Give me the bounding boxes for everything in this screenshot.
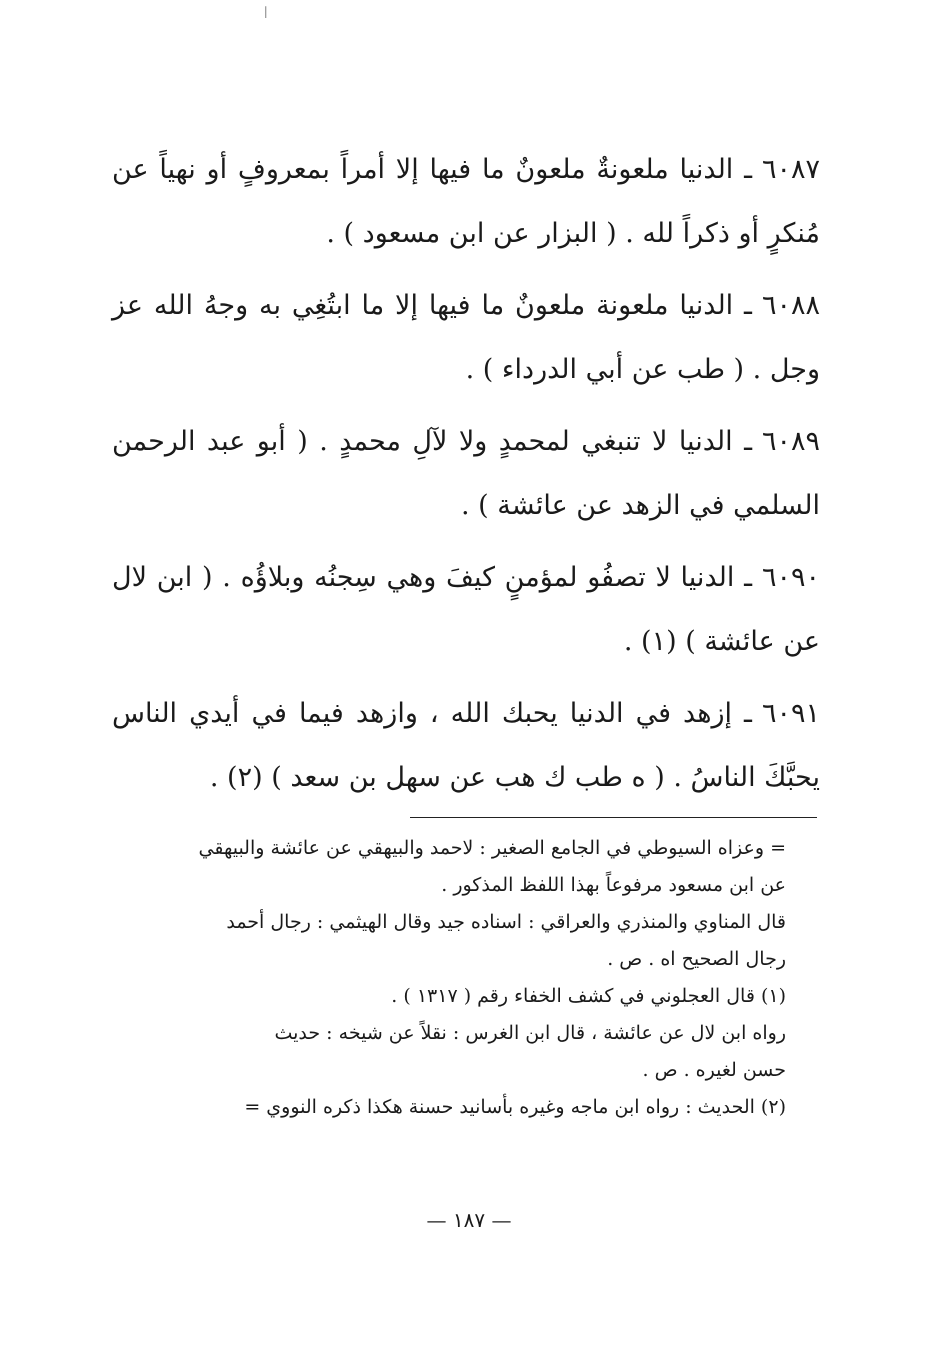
hadith-number: ٦٠٩١	[761, 698, 820, 729]
corner-mark: ׀	[263, 8, 269, 19]
hadith-text: ـ الدنيا لا تنبغي لمحمدٍ ولا لآلِ محمدٍ . ( أبو عبد الرحمن السلمي في الزهد عن عائشة ) .	[112, 426, 820, 521]
footnote-line: (١) قال العجلوني في كشف الخفاء رقم ( ١٣١٧ ) .	[391, 985, 786, 1007]
page-number: — ١٨٧ —	[426, 1208, 512, 1232]
footnote-line: (٢) الحديث : رواه ابن ماجه وغيره بأسانيد حسنة هكذا ذكره النووي =	[244, 1096, 786, 1118]
hadith-6091	[112, 682, 820, 810]
hadith-number: ٦٠٨٨	[761, 290, 820, 321]
hadith-list	[112, 138, 820, 818]
footnote-line: = وعزاه السيوطي في الجامع الصغير : لاحمد والبيهقي عن عائشة والبيهقي	[198, 837, 786, 859]
hadith-number: ٦٠٨٩	[761, 426, 820, 457]
footnote-divider	[410, 817, 817, 818]
hadith-number: ٦٠٨٧	[761, 154, 820, 185]
hadith-6090	[112, 546, 820, 674]
footnotes	[110, 830, 786, 1126]
footnote-line: عن ابن مسعود مرفوعاً بهذا اللفظ المذكور .	[441, 874, 786, 896]
hadith-number: ٦٠٩٠	[761, 562, 820, 593]
hadith-text: ـ الدنيا ملعونةٌ ملعونٌ ما فيها إلا أمراً بمعروفٍ أو نهياً عن مُنكرٍ أو ذكراً لله . ( البزار عن ابن مسعود ) .	[112, 154, 820, 249]
hadith-text: ـ الدنيا لا تصفُو لمؤمنٍ كيفَ وهي سِجنُه وبلاؤُه . ( ابن لال عن عائشة ) (١) .	[112, 562, 820, 657]
hadith-text: ـ إزهد في الدنيا يحبك الله ، وازهد فيما في أيدي الناس يحبَّكَ الناسُ . ( ه طب ك هب عن سهل بن سعد ) (٢) .	[112, 698, 820, 793]
footnote-line: رواه ابن لال عن عائشة ، قال ابن الغرس : نقلاً عن شيخه : حديث	[274, 1022, 786, 1044]
hadith-text: ـ الدنيا ملعونة ملعونٌ ما فيها إلا ما ابتُغِي به وجهُ الله عز وجل . ( طب عن أبي الدرداء ) .	[112, 290, 820, 385]
hadith-6087	[112, 138, 820, 266]
footnote-line: قال المناوي والمنذري والعراقي : اسناده جيد وقال الهيثمي : رجال أحمد	[226, 911, 786, 933]
footnote-line: رجال الصحيح اه . ص .	[607, 948, 786, 970]
hadith-6088	[112, 274, 820, 402]
footnote-line: حسن لغيره . ص .	[642, 1059, 786, 1081]
hadith-6089	[112, 410, 820, 538]
